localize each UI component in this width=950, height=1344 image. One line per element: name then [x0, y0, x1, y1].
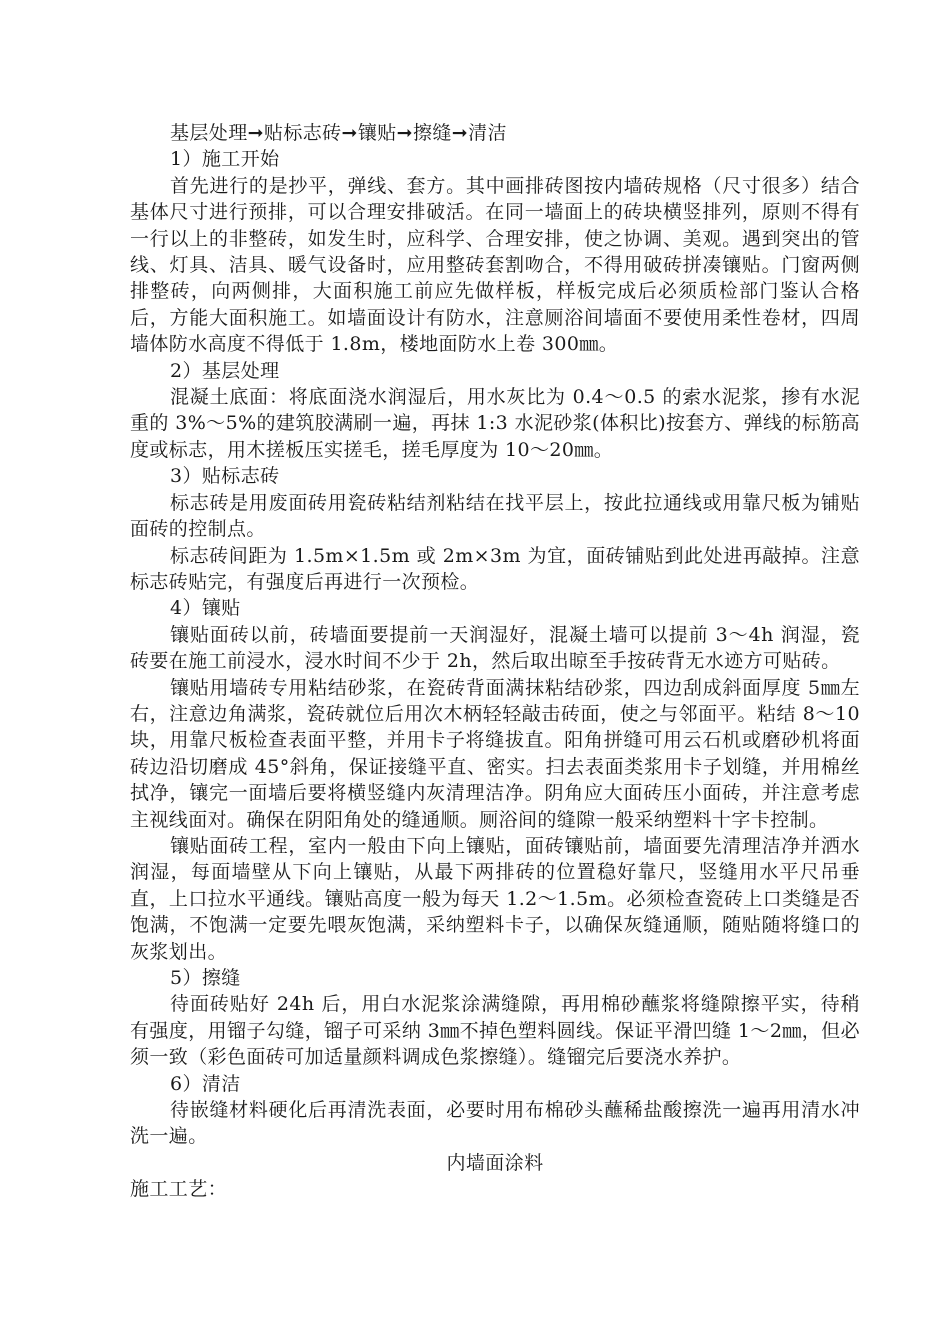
- paragraph: 标志砖是用废面砖用瓷砖粘结剂粘结在找平层上，按此拉通线或用靠尺板为铺贴面砖的控制点。: [130, 491, 860, 541]
- paragraph: 标志砖间距为 1.5m×1.5m 或 2m×3m 为宜，面砖铺贴到此处进再敲掉。注意标志砖贴完，有强度后再进行一次预检。: [130, 544, 860, 593]
- section-heading-marker-tiles: 3）贴标志砖: [170, 465, 280, 488]
- paragraph: 首先进行的是抄平，弹线、套方。其中画排砖图按内墙砖规格（尺寸很多）结合基体尺寸进行预排，可以合理安排破活。在同一墙面上的砖块横竖排列，原则不得有一行以上的非整砖，如发生时，应科学、合理安排，使之协调、美观。遇到突出的管线、灯具、洁具、暖气设备时，应用整砖套割吻合，不得用破砖拼凑镶贴。门窗两侧排整砖，向两侧排，大面积施工前应先做样板，样板完成后必须质检部门鉴认合格后，方能大面积施工。如墙面设计有防水，注意厕浴间墙面不要使用柔性卷材，四周墙体防水高度不得低于 1.8m，楼地面防水上卷 300㎜。: [130, 174, 860, 356]
- section-heading-cleaning: 6）清洁: [170, 1072, 241, 1095]
- section-heading-start: 1）施工开始: [170, 148, 280, 171]
- sub-title: 内墙面涂料: [446, 1151, 544, 1174]
- paragraph: 混凝土底面：将底面浇水润湿后，用水灰比为 0.4～0.5 的索水泥浆，掺有水泥重的 3%～5%的建筑胶满刷一遍，再抹 1:3 水泥砂浆(体积比)按套方、弹线的标筋高度或标志，用木搓板压实搓毛，搓毛厚度为 10～20㎜。: [130, 386, 861, 461]
- paragraph: 待嵌缝材料硬化后再清洗表面，必要时用布棉砂头蘸稀盐酸擦洗一遍再用清水冲洗一遍。: [130, 1099, 860, 1148]
- paragraph: 镶贴面砖以前，砖墙面要提前一天润湿好，混凝土墙可以提前 3～4h 润湿，瓷砖要在施工前浸水，浸水时间不少于 2h，然后取出晾至手按砖背无水迹方可贴砖。: [130, 623, 860, 673]
- process-flow-line: 基层处理➞贴标志砖➞镶贴➞擦缝➞清洁: [170, 122, 507, 144]
- document-body: [130, 120, 860, 1203]
- process-label: 施工工艺：: [130, 1178, 228, 1201]
- section-heading-tiling: 4）镶贴: [170, 597, 241, 620]
- paragraph: 待面砖贴好 24h 后，用白水泥浆涂满缝隙，再用棉砂蘸浆将缝隙擦平实，待稍有强度，用镏子勾缝，镏子可采纳 3㎜不掉色塑料圆线。保证平滑凹缝 1～2㎜，但必须一致（彩色面砖可加适量颜料调成色浆擦缝）。缝镏完后要浇水养护。: [130, 993, 860, 1069]
- paragraph: 镶贴用墙砖专用粘结砂浆，在瓷砖背面满抹粘结砂浆，四边刮成斜面厚度 5㎜左右，注意边角满浆，瓷砖就位后用次木柄轻轻敲击砖面，使之与邻面平。粘结 8～10 块，用靠尺板检查表面平整，并用卡子将缝拔直。阳角拼缝可用云石机或磨砂机将面砖边沿切磨成 45°斜角，保证接缝平直、密实。扫去表面类浆用卡子划缝，并用棉丝拭净，镶完一面墙后要将横竖缝内灰清理洁净。阴角应大面砖压小面砖，并注意考虑主视线面对。确保在阴阳角处的缝通顺。厕浴间的缝隙一般采纳塑料十字卡控制。: [130, 676, 860, 831]
- paragraph: 镶贴面砖工程，室内一般由下向上镶贴，面砖镶贴前，墙面要先清理洁净并洒水润湿，每面墙壁从下向上镶贴，从最下两排砖的位置稳好靠尺，竖缝用水平尺吊垂直，上口拉水平通线。镶贴高度一般为每天 1.2～1.5m。必须检查瓷砖上口类缝是否饱满，不饱满一定要先喂灰饱满，采纳塑料卡子，以确保灰缝通顺，随贴随将缝口的灰浆划出。: [130, 834, 860, 963]
- section-heading-grouting: 5）擦缝: [170, 967, 241, 989]
- section-heading-base: 2）基层处理: [170, 359, 280, 382]
